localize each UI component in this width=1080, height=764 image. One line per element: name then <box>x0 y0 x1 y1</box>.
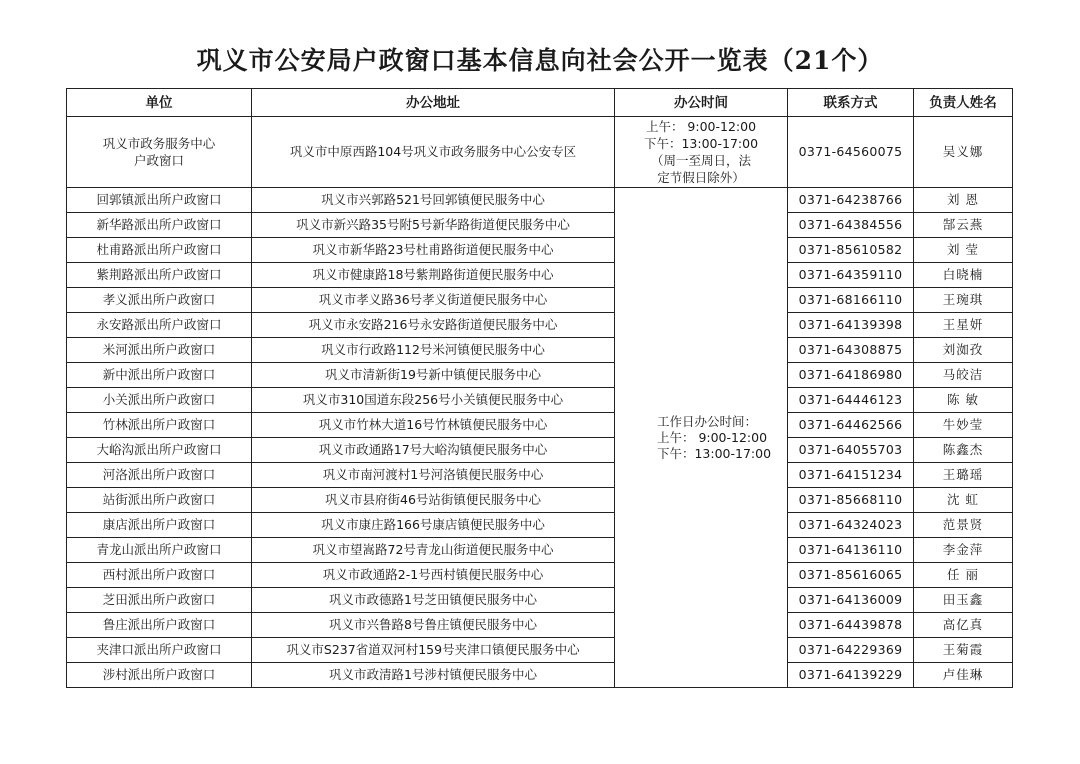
address-cell: 巩义市政通路17号大峪沟镇便民服务中心 <box>252 438 615 463</box>
person-cell: 高亿真 <box>914 613 1013 638</box>
address-cell: 巩义市新兴路35号附5号新华路街道便民服务中心 <box>252 213 615 238</box>
hours-line: 下午：13:00-17:00 <box>643 136 759 151</box>
phone-cell: 0371-64462566 <box>788 413 914 438</box>
unit-cell: 竹林派出所户政窗口 <box>67 413 252 438</box>
unit-cell: 站街派出所户政窗口 <box>67 488 252 513</box>
phone-cell: 0371-64139398 <box>788 313 914 338</box>
shared-hours-block <box>631 414 771 462</box>
address-cell: 巩义市南河渡村1号河洛镇便民服务中心 <box>252 463 615 488</box>
table-row <box>67 213 1013 238</box>
table-row <box>67 438 1013 463</box>
phone-cell: 0371-64359110 <box>788 263 914 288</box>
phone-cell: 0371-85610582 <box>788 238 914 263</box>
hours-line: 下午：13:00-17:00 <box>656 445 772 461</box>
person-cell: 马皎洁 <box>914 363 1013 388</box>
phone-cell: 0371-64229369 <box>788 638 914 663</box>
unit-cell: 新中派出所户政窗口 <box>67 363 252 388</box>
person-cell: 郜云燕 <box>914 213 1013 238</box>
phone-cell: 0371-64055703 <box>788 438 914 463</box>
person-cell: 刘洳孜 <box>914 338 1013 363</box>
person-cell: 王菊霞 <box>914 638 1013 663</box>
person-cell: 白晓楠 <box>914 263 1013 288</box>
unit-cell: 杜甫路派出所户政窗口 <box>67 238 252 263</box>
person-cell: 田玉鑫 <box>914 588 1013 613</box>
phone-cell: 0371-64139229 <box>788 663 914 688</box>
hours-line: 工作日办公时间： <box>656 413 757 429</box>
address-cell: 巩义市兴鲁路8号鲁庄镇便民服务中心 <box>252 613 615 638</box>
person-cell: 吴义娜 <box>914 117 1013 188</box>
address-cell: 巩义市S237省道双河村159号夹津口镇便民服务中心 <box>252 638 615 663</box>
person-cell: 刘 莹 <box>914 238 1013 263</box>
person-cell: 陈 敏 <box>914 388 1013 413</box>
header-address: 办公地址 <box>252 89 615 117</box>
table-row <box>67 363 1013 388</box>
hours-cell-merged <box>615 188 788 688</box>
address-cell: 巩义市行政路112号米河镇便民服务中心 <box>252 338 615 363</box>
unit-cell: 大峪沟派出所户政窗口 <box>67 438 252 463</box>
table-row <box>67 313 1013 338</box>
phone-cell: 0371-64439878 <box>788 613 914 638</box>
table-row <box>67 638 1013 663</box>
address-cell: 巩义市政通路2-1号西村镇便民服务中心 <box>252 563 615 588</box>
table-row <box>67 563 1013 588</box>
unit-cell: 西村派出所户政窗口 <box>67 563 252 588</box>
hours-line: 定节假日除外） <box>657 170 745 185</box>
address-cell: 巩义市健康路18号紫荆路街道便民服务中心 <box>252 263 615 288</box>
table-row <box>67 488 1013 513</box>
address-cell: 巩义市望嵩路72号青龙山街道便民服务中心 <box>252 538 615 563</box>
address-cell: 巩义市兴郭路521号回郭镇便民服务中心 <box>252 188 615 213</box>
unit-cell: 河洛派出所户政窗口 <box>67 463 252 488</box>
phone-cell: 0371-64238766 <box>788 188 914 213</box>
table-row <box>67 338 1013 363</box>
unit-cell <box>67 117 252 188</box>
table-row <box>67 588 1013 613</box>
unit-line: 巩义市政务服务中心 <box>102 136 216 151</box>
unit-cell: 鲁庄派出所户政窗口 <box>67 613 252 638</box>
table-row <box>67 263 1013 288</box>
person-cell: 王星妍 <box>914 313 1013 338</box>
header-person: 负责人姓名 <box>914 89 1013 117</box>
phone-cell: 0371-64151234 <box>788 463 914 488</box>
address-cell: 巩义市新华路23号杜甫路街道便民服务中心 <box>252 238 615 263</box>
table-row <box>67 388 1013 413</box>
table-row <box>67 117 1013 188</box>
table-row <box>67 188 1013 213</box>
unit-cell: 米河派出所户政窗口 <box>67 338 252 363</box>
header-phone: 联系方式 <box>788 89 914 117</box>
hours-line: 上午： 9:00-12:00 <box>656 429 768 445</box>
person-cell: 沈 虹 <box>914 488 1013 513</box>
unit-cell: 康店派出所户政窗口 <box>67 513 252 538</box>
unit-cell: 小关派出所户政窗口 <box>67 388 252 413</box>
address-cell: 巩义市孝义路36号孝义街道便民服务中心 <box>252 288 615 313</box>
person-cell: 李金萍 <box>914 538 1013 563</box>
phone-cell: 0371-64384556 <box>788 213 914 238</box>
table-row <box>67 413 1013 438</box>
table-row <box>67 613 1013 638</box>
table-row <box>67 463 1013 488</box>
table-row <box>67 288 1013 313</box>
address-cell: 巩义市竹林大道16号竹林镇便民服务中心 <box>252 413 615 438</box>
person-cell: 范景贤 <box>914 513 1013 538</box>
person-cell: 刘 恩 <box>914 188 1013 213</box>
hours-line: 上午： 9:00-12:00 <box>645 119 757 134</box>
person-cell: 王璐瑶 <box>914 463 1013 488</box>
address-cell: 巩义市中原西路104号巩义市政务服务中心公安专区 <box>252 117 615 188</box>
phone-cell: 0371-64136110 <box>788 538 914 563</box>
table-row <box>67 513 1013 538</box>
address-cell: 巩义市永安路216号永安路街道便民服务中心 <box>252 313 615 338</box>
unit-cell: 涉村派出所户政窗口 <box>67 663 252 688</box>
unit-cell: 青龙山派出所户政窗口 <box>67 538 252 563</box>
unit-line: 户政窗口 <box>133 153 184 168</box>
person-cell: 王琬琪 <box>914 288 1013 313</box>
phone-cell: 0371-64136009 <box>788 588 914 613</box>
phone-cell: 0371-64560075 <box>788 117 914 188</box>
person-cell: 任 丽 <box>914 563 1013 588</box>
address-cell: 巩义市县府街46号站街镇便民服务中心 <box>252 488 615 513</box>
phone-cell: 0371-64186980 <box>788 363 914 388</box>
unit-cell: 芝田派出所户政窗口 <box>67 588 252 613</box>
address-cell: 巩义市政德路1号芝田镇便民服务中心 <box>252 588 615 613</box>
header-hours: 办公时间 <box>615 89 788 117</box>
header-row <box>67 89 1013 117</box>
person-cell: 牛妙莹 <box>914 413 1013 438</box>
unit-cell: 永安路派出所户政窗口 <box>67 313 252 338</box>
unit-cell: 夹津口派出所户政窗口 <box>67 638 252 663</box>
table-row <box>67 538 1013 563</box>
address-cell: 巩义市清新街19号新中镇便民服务中心 <box>252 363 615 388</box>
phone-cell: 0371-64324023 <box>788 513 914 538</box>
unit-cell: 紫荆路派出所户政窗口 <box>67 263 252 288</box>
address-cell: 巩义市310国道东段256号小关镇便民服务中心 <box>252 388 615 413</box>
page-title: 巩义市公安局户政窗口基本信息向社会公开一览表（21个） <box>196 46 884 75</box>
unit-cell: 孝义派出所户政窗口 <box>67 288 252 313</box>
table-row <box>67 663 1013 688</box>
address-cell: 巩义市康庄路166号康店镇便民服务中心 <box>252 513 615 538</box>
info-table <box>66 88 1013 688</box>
person-cell: 陈鑫杰 <box>914 438 1013 463</box>
phone-cell: 0371-68166110 <box>788 288 914 313</box>
phone-cell: 0371-85668110 <box>788 488 914 513</box>
phone-cell: 0371-64446123 <box>788 388 914 413</box>
unit-cell: 新华路派出所户政窗口 <box>67 213 252 238</box>
phone-cell: 0371-85616065 <box>788 563 914 588</box>
header-unit: 单位 <box>67 89 252 117</box>
phone-cell: 0371-64308875 <box>788 338 914 363</box>
unit-cell: 回郭镇派出所户政窗口 <box>67 188 252 213</box>
table-row <box>67 238 1013 263</box>
hours-cell <box>615 117 788 188</box>
address-cell: 巩义市政清路1号涉村镇便民服务中心 <box>252 663 615 688</box>
hours-line: （周一至周日，法 <box>650 153 751 168</box>
person-cell: 卢佳琳 <box>914 663 1013 688</box>
